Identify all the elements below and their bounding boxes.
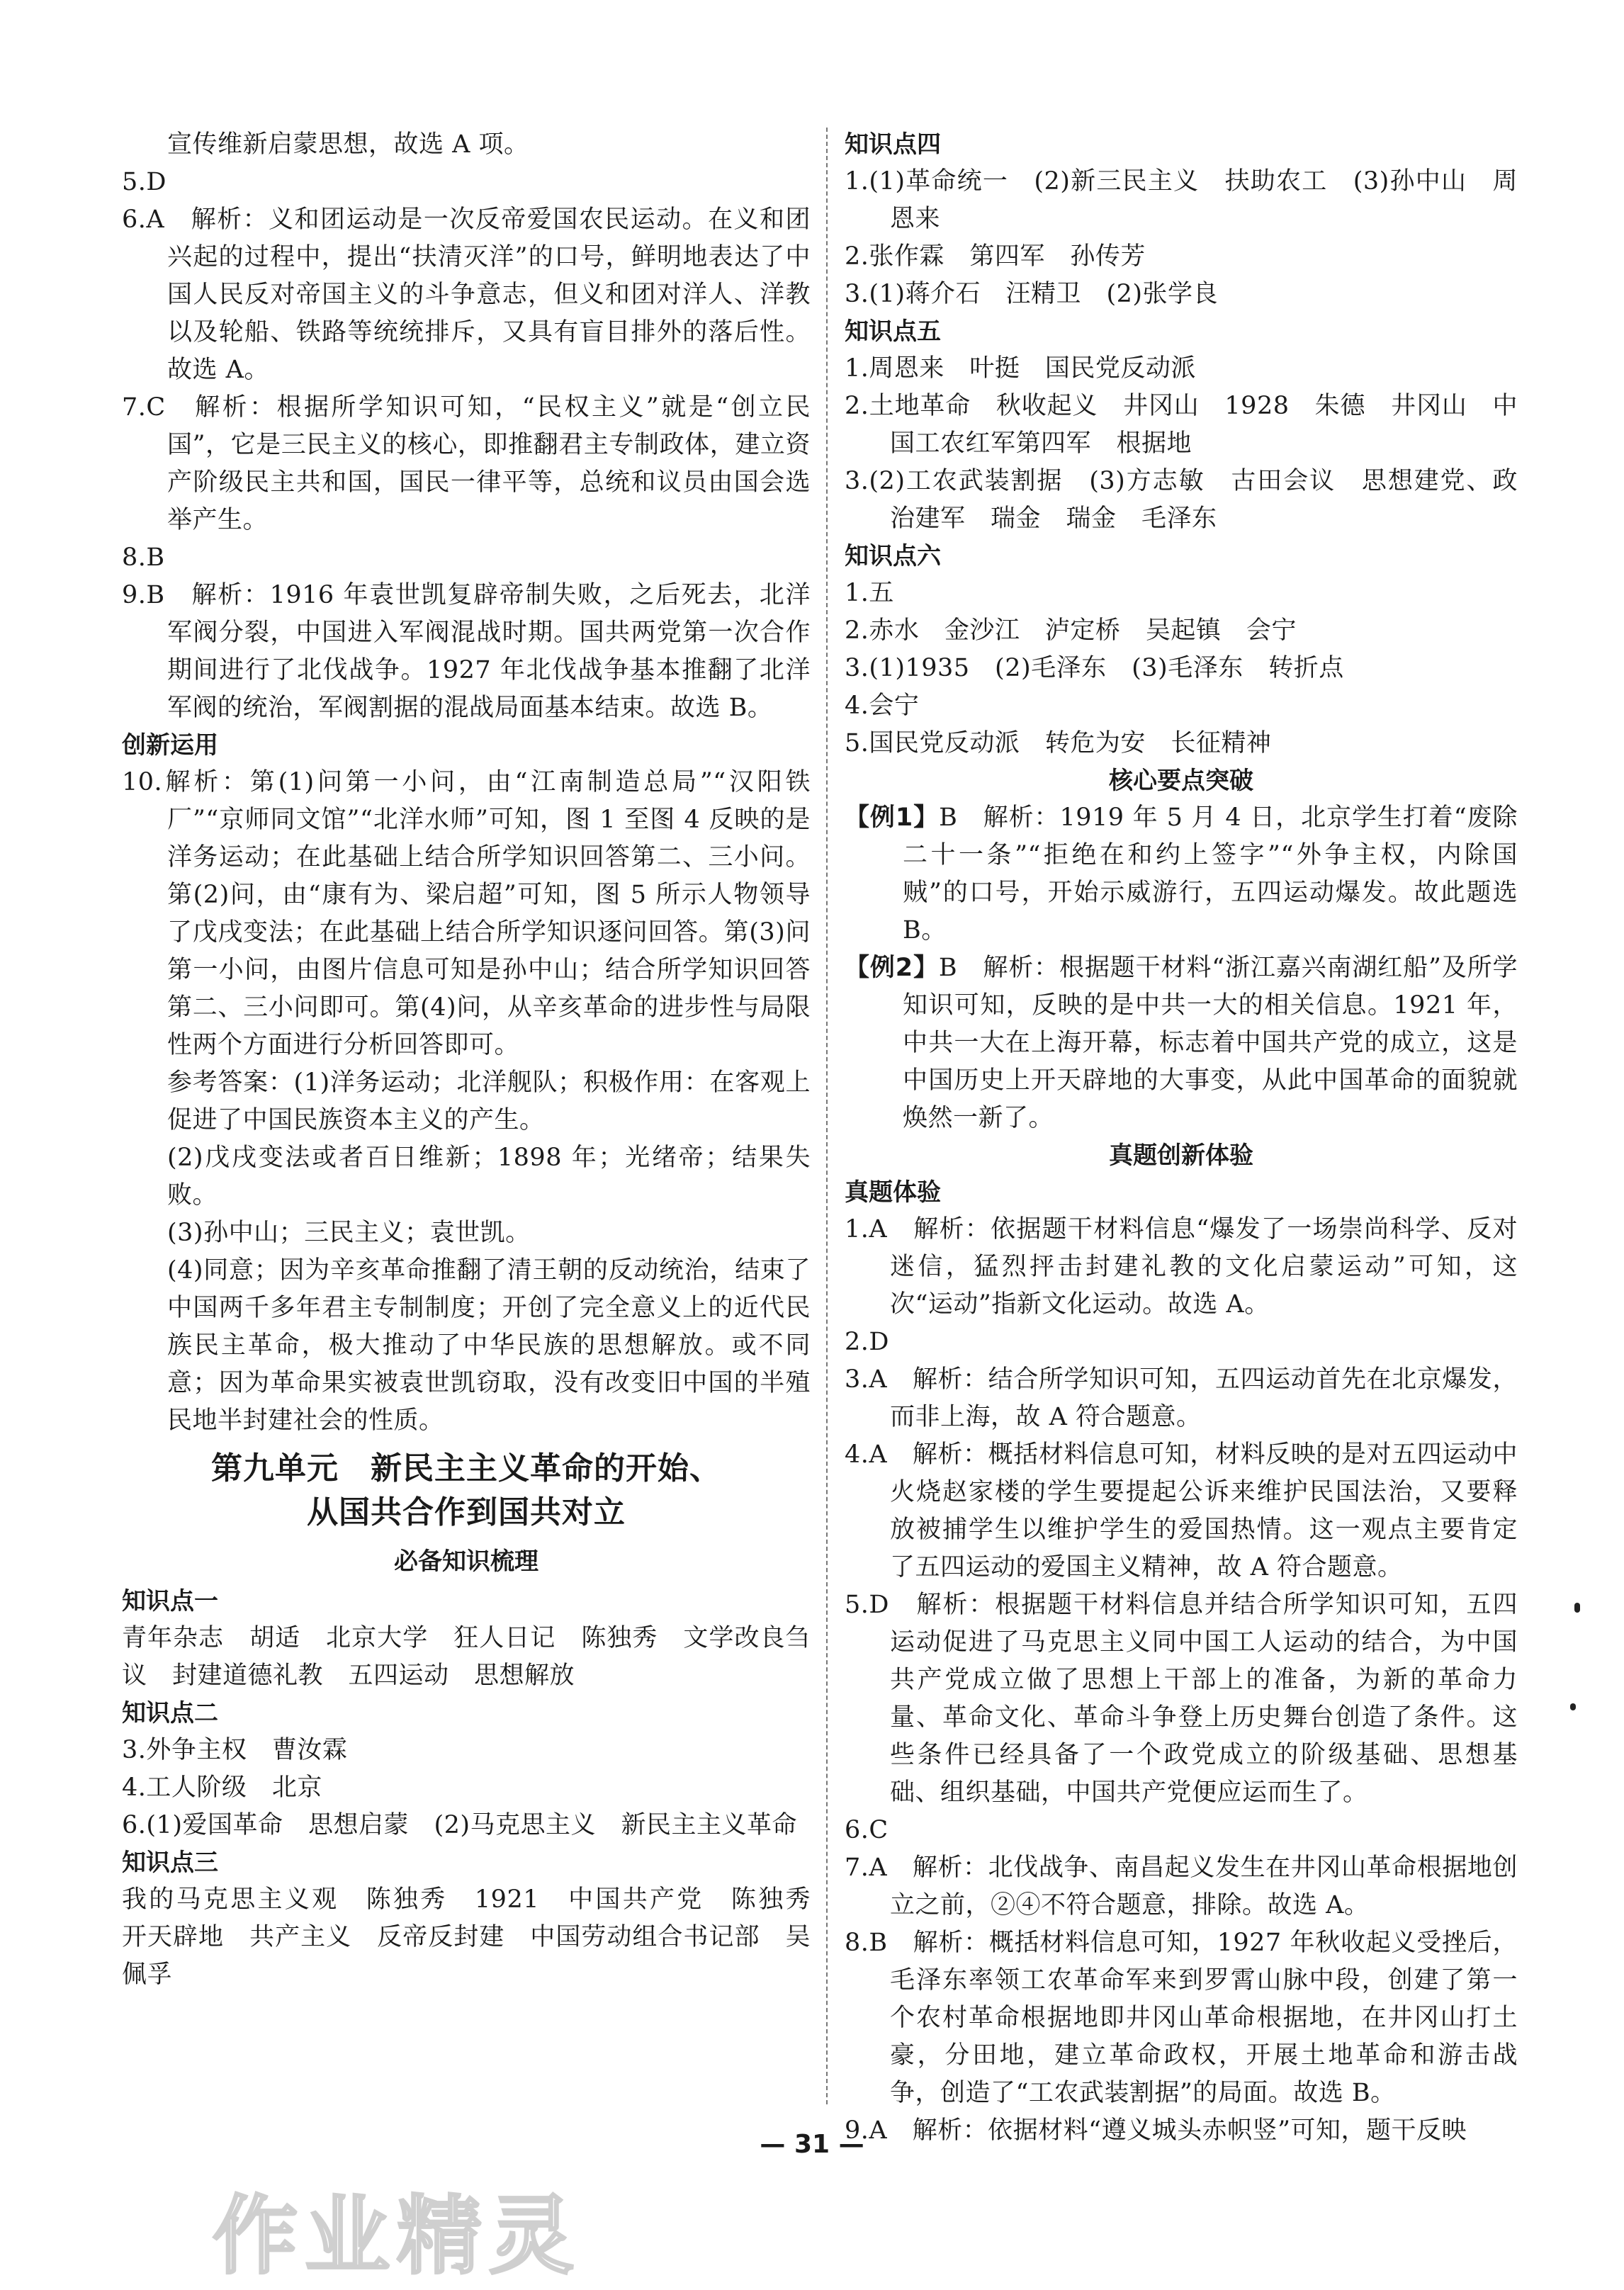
knowledge-point-3-text: 我的马克思主义观 陈独秀 1921 中国共产党 陈独秀 开天辟地 共产主义 反帝反封建 中国劳动组合书记部 吴佩孚: [122, 1885, 836, 1989]
knowledge-point-6-item-3: 3.(1)1935 (2)毛泽东 (3)毛泽东 转折点: [845, 654, 1344, 682]
page-number: — 31 —: [760, 2130, 864, 2159]
knowledge-point-6-item-2: 2.赤水 金沙江 泸定桥 吴起镇 会宁: [845, 616, 1297, 645]
scan-mark: [1574, 1603, 1580, 1613]
reference-answer-4: (4)同意；因为辛亥革命推翻了清王朝的反动统治，结束了中国两千多年君主专制制度；开创了完全意义上的近代民族民主革命，极大推动了中华民族的思想解放。或不同意；因为革命果实被袁世凯窃取，没有改变旧中国的半殖民地半封建社会的性质。: [167, 1256, 811, 1435]
answer-text: 宣传维新启蒙思想，故选 A 项。: [167, 130, 529, 159]
real-answer-5: 5.D 解析：根据题干材料信息并结合所学知识可知，五四运动促进了马克思主义同中国工人运动的结合，为中国共产党成立做了思想上干部上的准备，为新的革命力量、革命文化、革命斗争登上历史舞台创造了条件。这些条件已经具备了一个政党成立的阶级基础、思想基础、组织基础，中国共产党便应运而生了。: [845, 1591, 1518, 1807]
right-column: [845, 126, 1518, 2150]
knowledge-point-6-item-5: 5.国民党反动派 转危为安 长征精神: [845, 729, 1272, 757]
knowledge-point-5-item-3: 3.(2)工农武装割据 (3)方志敏 古田会议 思想建党、政治建军 瑞金 瑞金 毛泽东: [845, 467, 1518, 533]
section-heading-core: 核心要点突破: [1109, 767, 1253, 795]
reference-answer-3: (3)孙中山；三民主义；袁世凯。: [167, 1219, 531, 1247]
example-2-text: B 解析：根据题干材料“浙江嘉兴南湖红船”及所学知识可知，反映的是中共一大的相关信息。1921 年，中共一大在上海开幕，标志着中国共产党的成立，这是中国历史上开天辟地的大事变，从此中国革命的面貌就焕然一新了。: [903, 954, 1518, 1132]
knowledge-point-5-item-2: 2.土地革命 秋收起义 井冈山 1928 朱德 井冈山 中国工农红军第四军 根据地: [845, 392, 1518, 458]
answer-8: 8.B: [122, 543, 165, 572]
knowledge-point-2-item-3: 3.外争主权 曹汝霖: [122, 1736, 348, 1764]
knowledge-point-4-item-2: 2.张作霖 第四军 孙传芳: [845, 242, 1146, 271]
unit-title-line-1: 第九单元 新民主主义革命的开始、: [211, 1450, 721, 1487]
answer-6: 6.A 解析：义和团运动是一次反帝爱国农民运动。在义和团兴起的过程中，提出“扶清灭洋”的口号，鲜明地表达了中国人民反对帝国主义的斗争意志，但义和团对洋人、洋教以及轮船、铁路等统统排斥，又具有盲目排外的落后性。故选 A。: [122, 205, 811, 384]
real-answer-1: 1.A 解析：依据题干材料信息“爆发了一场崇尚科学、反对迷信，猛烈抨击封建礼教的文化启蒙运动”可知，这次“运动”指新文化运动。故选 A。: [845, 1215, 1518, 1319]
real-answer-8: 8.B 解析：概括材料信息可知，1927 年秋收起义受挫后，毛泽东率领工农革命军来到罗霄山脉中段，创建了第一个农村革命根据地即井冈山革命根据地，在井冈山打土豪，分田地，建立革命政权，开展土地革命和游击战争，创造了“工农武装割据”的局面。故选 B。: [845, 1929, 1518, 2107]
real-answer-4: 4.A 解析：概括材料信息可知，材料反映的是对五四运动中火烧赵家楼的学生要提起公诉来维护民国法治，又要释放被捕学生以维护学生的爱国热情。这一观点主要肯定了五四运动的爱国主义精神，故 A 符合题意。: [845, 1440, 1518, 1581]
scan-mark: [1570, 1703, 1576, 1710]
section-heading-real-exam: 真题创新体验: [1109, 1141, 1253, 1170]
knowledge-point-4-item-3: 3.(1)蒋介石 汪精卫 (2)张学良: [845, 280, 1219, 308]
answer-10-analysis: 10.解析：第(1)问第一小问，由“江南制造总局”“汉阳铁厂”“京师同文馆”“北洋水师”可知，图 1 至图 4 反映的是洋务运动；在此基础上结合所学知识回答第二、三小问。第(2)问，由“康有为、梁启超”可知，图 5 所示人物领导了戊戌变法；在此基础上结合所学知识逐问回答。第(3)问第一小问，由图片信息可知是孙中山；结合所学知识回答第二、三小问即可。第(4)问，从辛亥革命的进步性与局限性两个方面进行分析回答即可。: [122, 768, 811, 1059]
example-1-text: B 解析：1919 年 5 月 4 日，北京学生打着“废除二十一条”“拒绝在和约上签字”“外争主权，内除国贼”的口号，开始示威游行，五四运动爆发。故此题选 B。: [903, 803, 1518, 944]
knowledge-point-6-heading: 知识点六: [845, 542, 941, 570]
section-heading-knowledge: 必备知识梳理: [394, 1547, 538, 1576]
subheading-real-exam: 真题体验: [845, 1178, 941, 1207]
unit-title-line-2: 从国共合作到国共对立: [307, 1494, 626, 1530]
knowledge-point-2-item-4: 4.工人阶级 北京: [122, 1773, 322, 1802]
example-2-tag: 【例2】: [845, 954, 939, 982]
knowledge-point-2-item-6: 6.(1)爱国革命 思想启蒙 (2)马克思主义 新民主主义革命: [122, 1811, 798, 1839]
knowledge-point-6-item-4: 4.会宁: [845, 692, 920, 720]
example-1: [845, 799, 1518, 949]
column-divider: [826, 128, 828, 2104]
answer-7: 7.C 解析：根据所学知识可知，“民权主义”就是“创立民国”，它是三民主义的核心，即推翻君主专制政体，建立资产阶级民主共和国，国民一律平等，总统和议员由国会选举产生。: [122, 393, 811, 534]
answer-5: 5.D: [122, 168, 167, 196]
knowledge-point-3-heading: 知识点三: [122, 1849, 218, 1877]
knowledge-point-6-item-1: 1.五: [845, 579, 894, 607]
reference-answer-2: (2)戊戌变法或者百日维新；1898 年；光绪帝；结果失败。: [167, 1144, 811, 1209]
knowledge-point-2-heading: 知识点二: [122, 1699, 218, 1727]
example-1-tag: 【例1】: [845, 803, 940, 832]
knowledge-point-5-item-1: 1.周恩来 叶挺 国民党反动派: [845, 354, 1196, 383]
left-column: [122, 126, 836, 1994]
reference-answer-1: 参考答案：(1)洋务运动；北洋舰队；积极作用：在客观上促进了中国民族资本主义的产生。: [167, 1068, 811, 1134]
unit-title: [122, 1447, 811, 1535]
knowledge-point-5-heading: 知识点五: [845, 317, 941, 346]
knowledge-point-1-heading: 知识点一: [122, 1587, 218, 1615]
knowledge-point-4-item-1: 1.(1)革命统一 (2)新三民主义 扶助农工 (3)孙中山 周恩来: [845, 167, 1518, 233]
real-answer-2: 2.D: [845, 1328, 889, 1356]
real-answer-7: 7.A 解析：北伐战争、南昌起义发生在井冈山革命根据地创立之前，②④不符合题意，排除。故选 A。: [845, 1854, 1518, 1919]
section-heading-innovation: 创新运用: [122, 731, 218, 760]
knowledge-point-4-heading: 知识点四: [845, 130, 941, 159]
knowledge-point-1-text: 青年杂志 胡适 北京大学 狂人日记 陈独秀 文学改良刍议 封建道德礼教 五四运动 思想解放: [122, 1624, 811, 1690]
real-answer-6: 6.C: [845, 1816, 889, 1844]
real-answer-9: 9.A 解析：依据材料“遵义城头赤帜竖”可知，题干反映: [845, 2116, 1467, 2145]
answer-9: 9.B 解析：1916 年袁世凯复辟帝制失败，之后死去，北洋军阀分裂，中国进入军阀混战时期。国共两党第一次合作期间进行了北伐战争。1927 年北伐战争基本推翻了北洋军阀的统治，军阀割据的混战局面基本结束。故选 B。: [122, 581, 811, 722]
watermark-logo: 作业精灵: [213, 2187, 581, 2286]
real-answer-3: 3.A 解析：结合所学知识可知，五四运动首先在北京爆发，而非上海，故 A 符合题意。: [845, 1365, 1518, 1431]
example-2: [845, 949, 1518, 1137]
